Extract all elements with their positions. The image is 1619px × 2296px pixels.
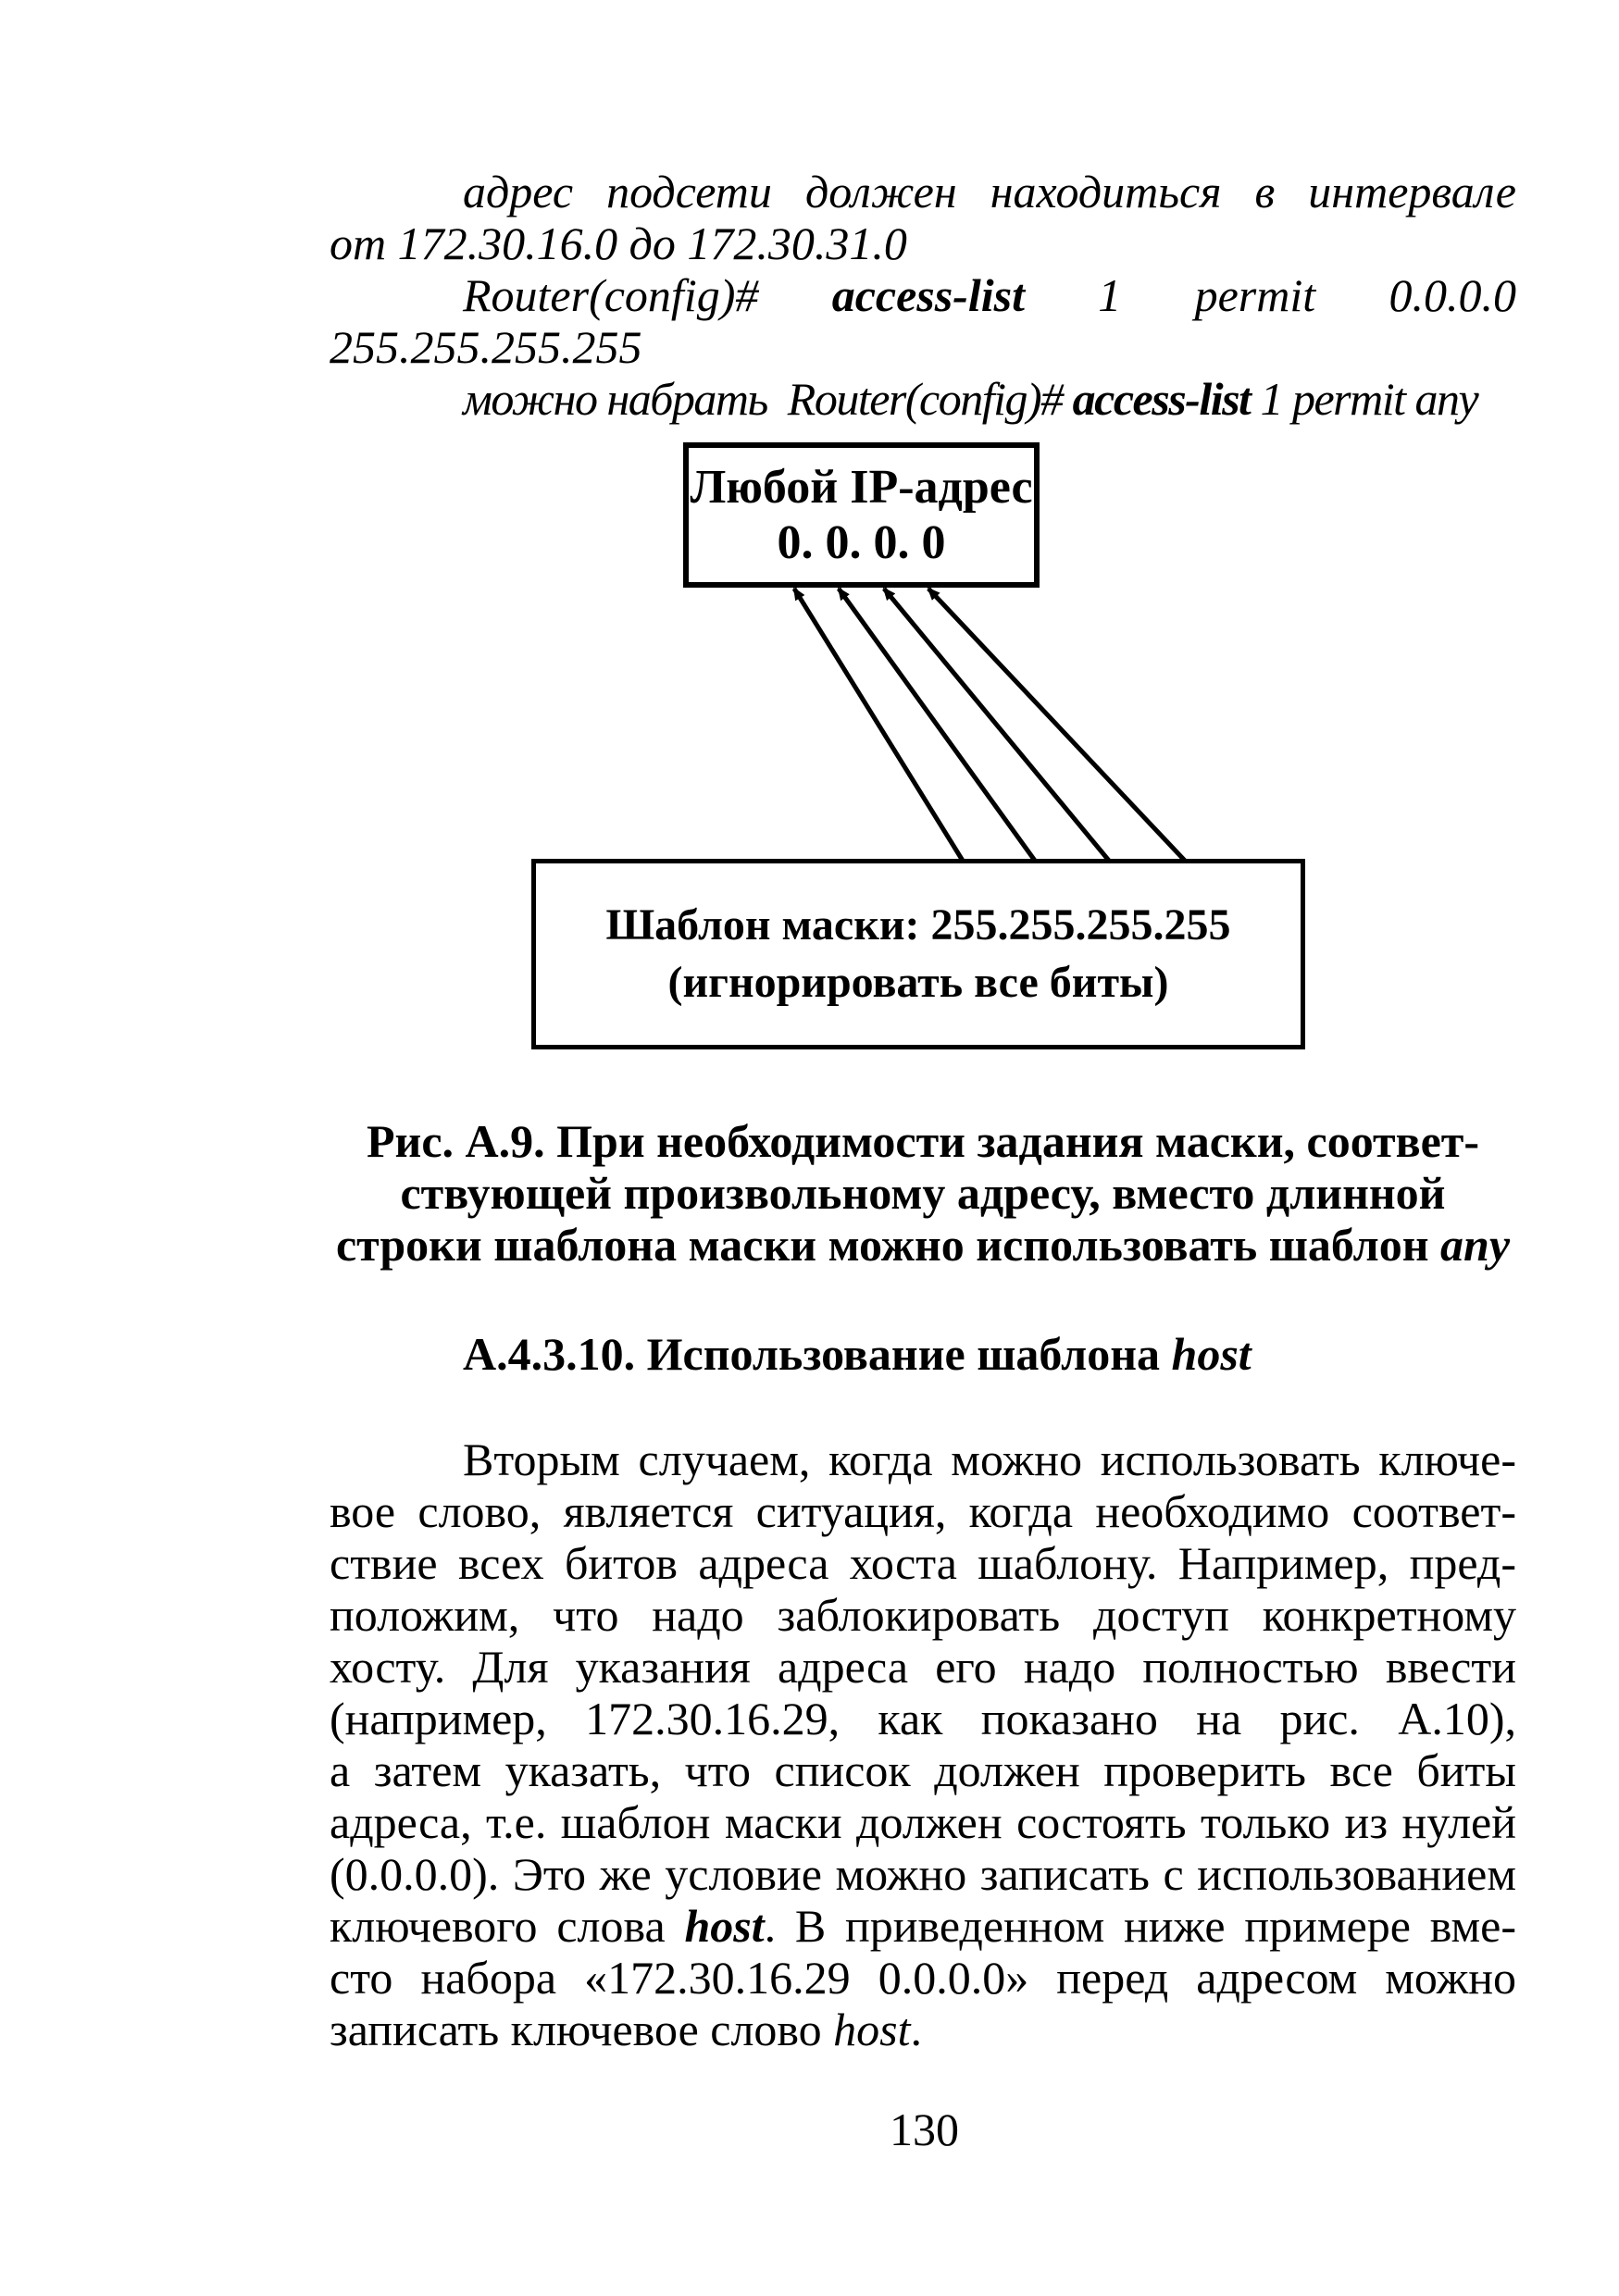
body-line-6: (например, 172.30.16.29, как показано на рис. А.10),: [330, 1693, 1516, 1744]
section-heading: [463, 1327, 1252, 1381]
arrows-diagram: [0, 0, 1619, 925]
body-line-12-end: .: [910, 2004, 923, 2055]
alternative-prompt: Router(config)#: [787, 373, 1063, 425]
arrow-3: [884, 589, 1109, 861]
any-ip-address-label: Любой IP-адрес: [690, 460, 1033, 514]
intro-line-2: от 172.30.16.0 до 172.30.31.0: [330, 217, 907, 269]
body-line-9: (0.0.0.0). Это же условие можно записать с использованием: [330, 1848, 1516, 1900]
body-line-8: адреса, т.е. шаблон маски должен состоять только из нулей: [330, 1796, 1516, 1848]
body-line-10-rest: . В приведенном ниже примере вме-: [764, 1900, 1516, 1952]
alternative-keyword: access-list: [1072, 373, 1251, 425]
figure-caption-line-3: [330, 1218, 1516, 1272]
mask-template-box: [531, 859, 1305, 1049]
page-number: 130: [890, 2104, 959, 2155]
body-line-7: а затем указать, что список должен проверить все биты: [330, 1744, 1516, 1796]
body-line-12: [330, 2003, 922, 2056]
mask-template-label: Шаблон маски: 255.255.255.255: [605, 900, 1231, 949]
alternative-rest: 1 permit any: [1260, 373, 1478, 425]
caption-keyword: any: [1440, 1219, 1511, 1271]
body-line-10-text: ключевого слова: [330, 1900, 666, 1952]
any-ip-address-value: 0. 0. 0. 0: [777, 515, 946, 569]
body-line-10: [330, 1899, 1516, 1953]
command-prompt: Router(config)#: [463, 269, 759, 321]
section-title: А.4.3.10. Использование шаблона: [463, 1328, 1161, 1380]
body-line-11: сто набора «172.30.16.29 0.0.0.0» перед адресом можно: [330, 1952, 1516, 2004]
arrow-4: [928, 589, 1185, 861]
body-line-10-keyword: host: [684, 1900, 765, 1952]
body-line-1: Вторым случаем, когда можно использовать ключе-: [463, 1433, 1516, 1485]
body-line-2: вое слово, является ситуация, когда необходимо соответ-: [330, 1485, 1516, 1537]
body-line-5: хосту. Для указания адреса его надо полностью ввести: [330, 1641, 1516, 1693]
caption-text: строки шаблона маски можно использовать шаблон: [335, 1219, 1429, 1271]
body-line-12-keyword: host: [833, 2004, 911, 2055]
command-action: permit: [1194, 269, 1316, 321]
figure-caption-line-1: Рис. А.9. При необходимости задания маски, соответ-: [366, 1115, 1480, 1167]
body-line-4: положим, что надо заблокировать доступ конкретному: [330, 1589, 1516, 1641]
body-line-12-text: записать ключевое слово: [330, 2004, 822, 2055]
section-keyword: host: [1171, 1328, 1252, 1380]
figure-caption-line-2: ствующей произвольному адресу, вместо длинной: [400, 1167, 1446, 1219]
command-number: 1: [1098, 269, 1122, 321]
intro-line-1: адрес подсети должен находиться в интервале: [463, 166, 1516, 217]
command-mask: 255.255.255.255: [330, 321, 642, 373]
command-keyword: access-list: [831, 269, 1025, 321]
mask-template-note: (игнорировать все биты): [667, 958, 1169, 1007]
body-line-3: ствие всех битов адреса хоста шаблону. Например, пред-: [330, 1537, 1516, 1589]
alternative-prefix: можно набрать: [463, 373, 767, 425]
command-address: 0.0.0.0: [1389, 269, 1516, 321]
